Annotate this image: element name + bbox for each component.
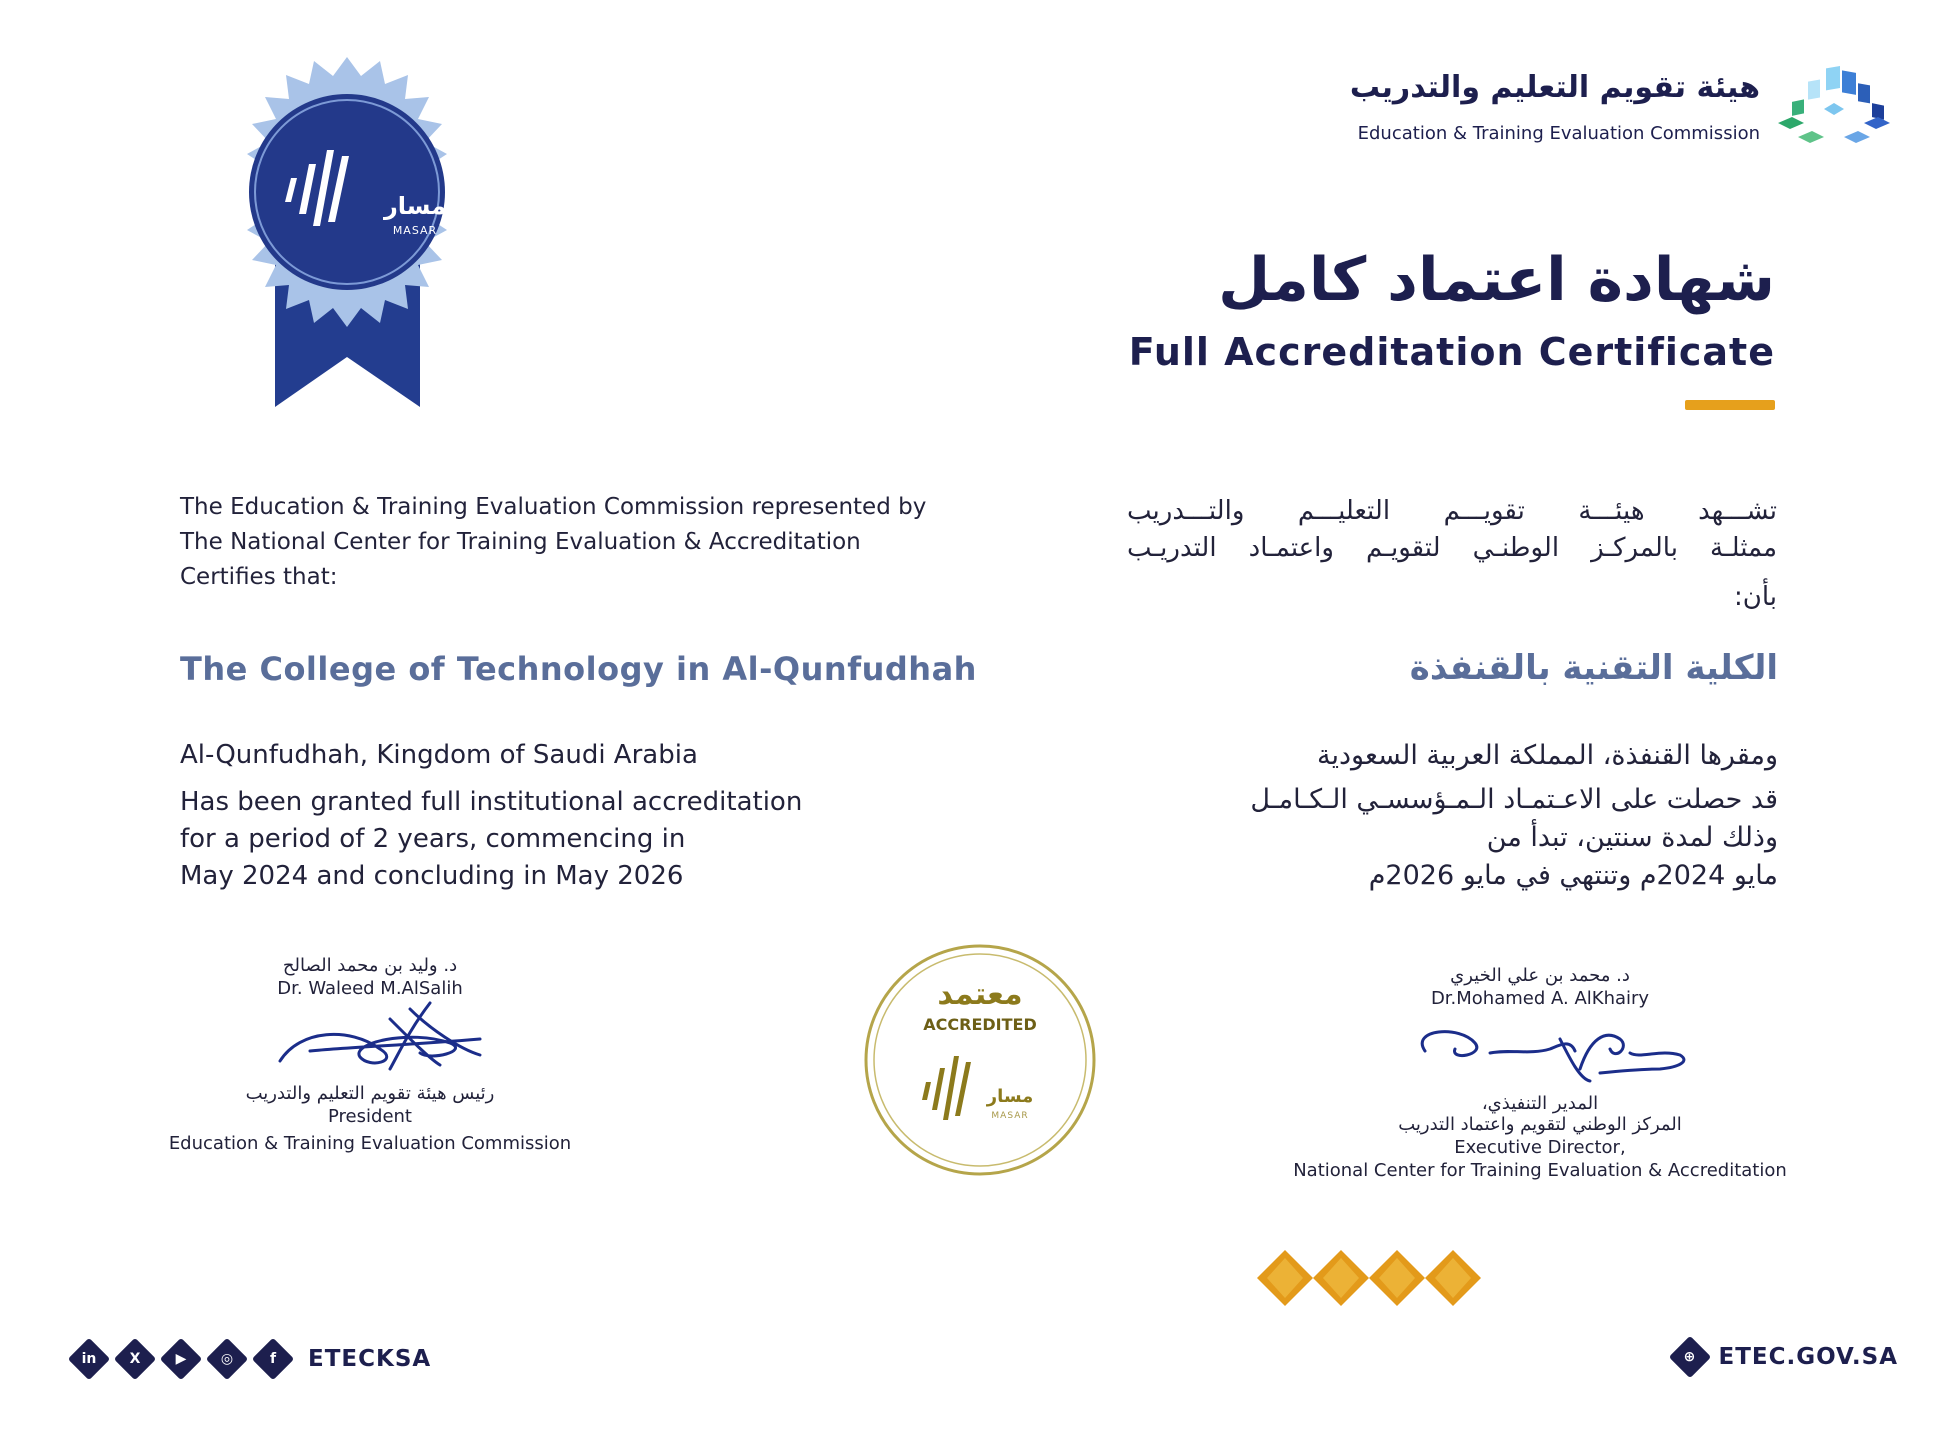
intro-ar-line-3: بأن:: [1733, 582, 1777, 612]
org-name-en: Education & Training Evaluation Commission: [1357, 123, 1760, 144]
instagram-icon[interactable]: ◎: [206, 1338, 248, 1380]
certify-intro-en: [180, 490, 980, 595]
decorative-diamonds: [1255, 1248, 1495, 1308]
signatory-left-name-en: Dr. Waleed M.AlSalih: [277, 978, 463, 999]
signatory-left-role-en: President: [328, 1106, 412, 1127]
ribbon-brand-en: MASAR: [392, 224, 438, 237]
signature-left-icon: [130, 999, 610, 1079]
intro-en-line-3: Certifies that:: [180, 564, 338, 590]
certificate-title-en: Full Accreditation Certificate: [1128, 330, 1775, 374]
location-en: Al-Qunfudhah, Kingdom of Saudi Arabia: [180, 740, 698, 770]
signatory-right-org-ar: المركز الوطني لتقويم واعتماد التدريب: [1398, 1114, 1682, 1135]
details-en-line-1: Has been granted full institutional accreditation: [180, 787, 803, 817]
signatory-right-name-en: Dr.Mohamed A. AlKhairy: [1430, 988, 1650, 1009]
footer-website: [1669, 1336, 1898, 1378]
linkedin-icon[interactable]: in: [68, 1338, 110, 1380]
masar-ribbon-badge: [210, 52, 485, 407]
certify-intro-ar: [1127, 493, 1777, 567]
intro-en-line-2: The National Center for Training Evaluation & Accreditation: [180, 529, 861, 555]
details-en-line-2: for a period of 2 years, commencing in: [180, 824, 686, 854]
details-ar-line-1: قد حصلت على الاعـتمـاد الـمـؤسسـي الـكـامـل: [1250, 784, 1778, 815]
x-icon[interactable]: X: [114, 1338, 156, 1380]
intro-en-line-1: The Education & Training Evaluation Commission represented by: [180, 494, 927, 520]
signatory-right-role-ar: المدير التنفيذي،: [1481, 1093, 1599, 1114]
signatory-right: [1260, 965, 1820, 1181]
facebook-icon[interactable]: f: [252, 1338, 294, 1380]
footer-social: [68, 1338, 431, 1380]
etec-logo-icon: [1774, 62, 1894, 152]
details-ar-line-3: مايو 2024م وتنتهي في مايو 2026م: [1368, 860, 1778, 891]
seal-label-ar: معتمد: [937, 977, 1023, 1012]
accreditation-details-en: [180, 740, 940, 895]
signature-right-icon: [1260, 1009, 1820, 1089]
signatory-right-name-ar: د. محمد بن علي الخيري: [1450, 965, 1630, 986]
social-handle[interactable]: ETECKSA: [308, 1346, 432, 1372]
youtube-icon[interactable]: ▶: [160, 1338, 202, 1380]
seal-brand-ar: مسار: [986, 1086, 1034, 1107]
signatory-left-org-en: Education & Training Evaluation Commission: [168, 1133, 572, 1154]
institution-name-en: The College of Technology in Al-Qunfudhah: [180, 650, 977, 688]
seal-brand-en: MASAR: [991, 1111, 1029, 1121]
title-accent-bar: [1685, 400, 1775, 410]
institution-name-ar: الكلية التقنية بالقنفذة: [1409, 648, 1778, 688]
org-name-ar: هيئة تقويم التعليم والتدريب: [1349, 70, 1760, 105]
accreditation-details-ar: [1078, 740, 1778, 895]
details-en-line-3: May 2024 and concluding in May 2026: [180, 861, 684, 891]
certificate-title-ar: شهادة اعتماد كامل: [1218, 245, 1775, 315]
globe-icon: ⊕: [1669, 1336, 1711, 1378]
signatory-left-role-ar: رئيس هيئة تقويم التعليم والتدريب: [245, 1083, 495, 1104]
website-link[interactable]: ETEC.GOV.SA: [1718, 1344, 1898, 1370]
signatory-right-role-en: Executive Director,: [1454, 1137, 1626, 1158]
signatory-right-org-en: National Center for Training Evaluation & Accreditation: [1293, 1160, 1787, 1181]
details-ar-line-2: وذلك لمدة سنتين، تبدأ من: [1486, 822, 1778, 853]
accredited-seal: [862, 942, 1098, 1178]
ribbon-brand-ar: مسار: [383, 192, 447, 220]
seal-label-en: ACCREDITED: [923, 1015, 1037, 1034]
location-ar: ومقرها القنفذة، المملكة العربية السعودية: [1317, 740, 1778, 771]
signatory-left-name-ar: د. وليد بن محمد الصالح: [282, 955, 458, 976]
intro-ar-line-1: تشـــهد هيئـــة تقويـــم التعليـــم والتـــدريب: [1127, 496, 1777, 526]
signatory-left: [130, 955, 610, 1154]
intro-ar-line-2: ممثلـة بالمركـز الوطنـي لتقويـم واعتمـاد التدريـب: [1127, 533, 1777, 563]
